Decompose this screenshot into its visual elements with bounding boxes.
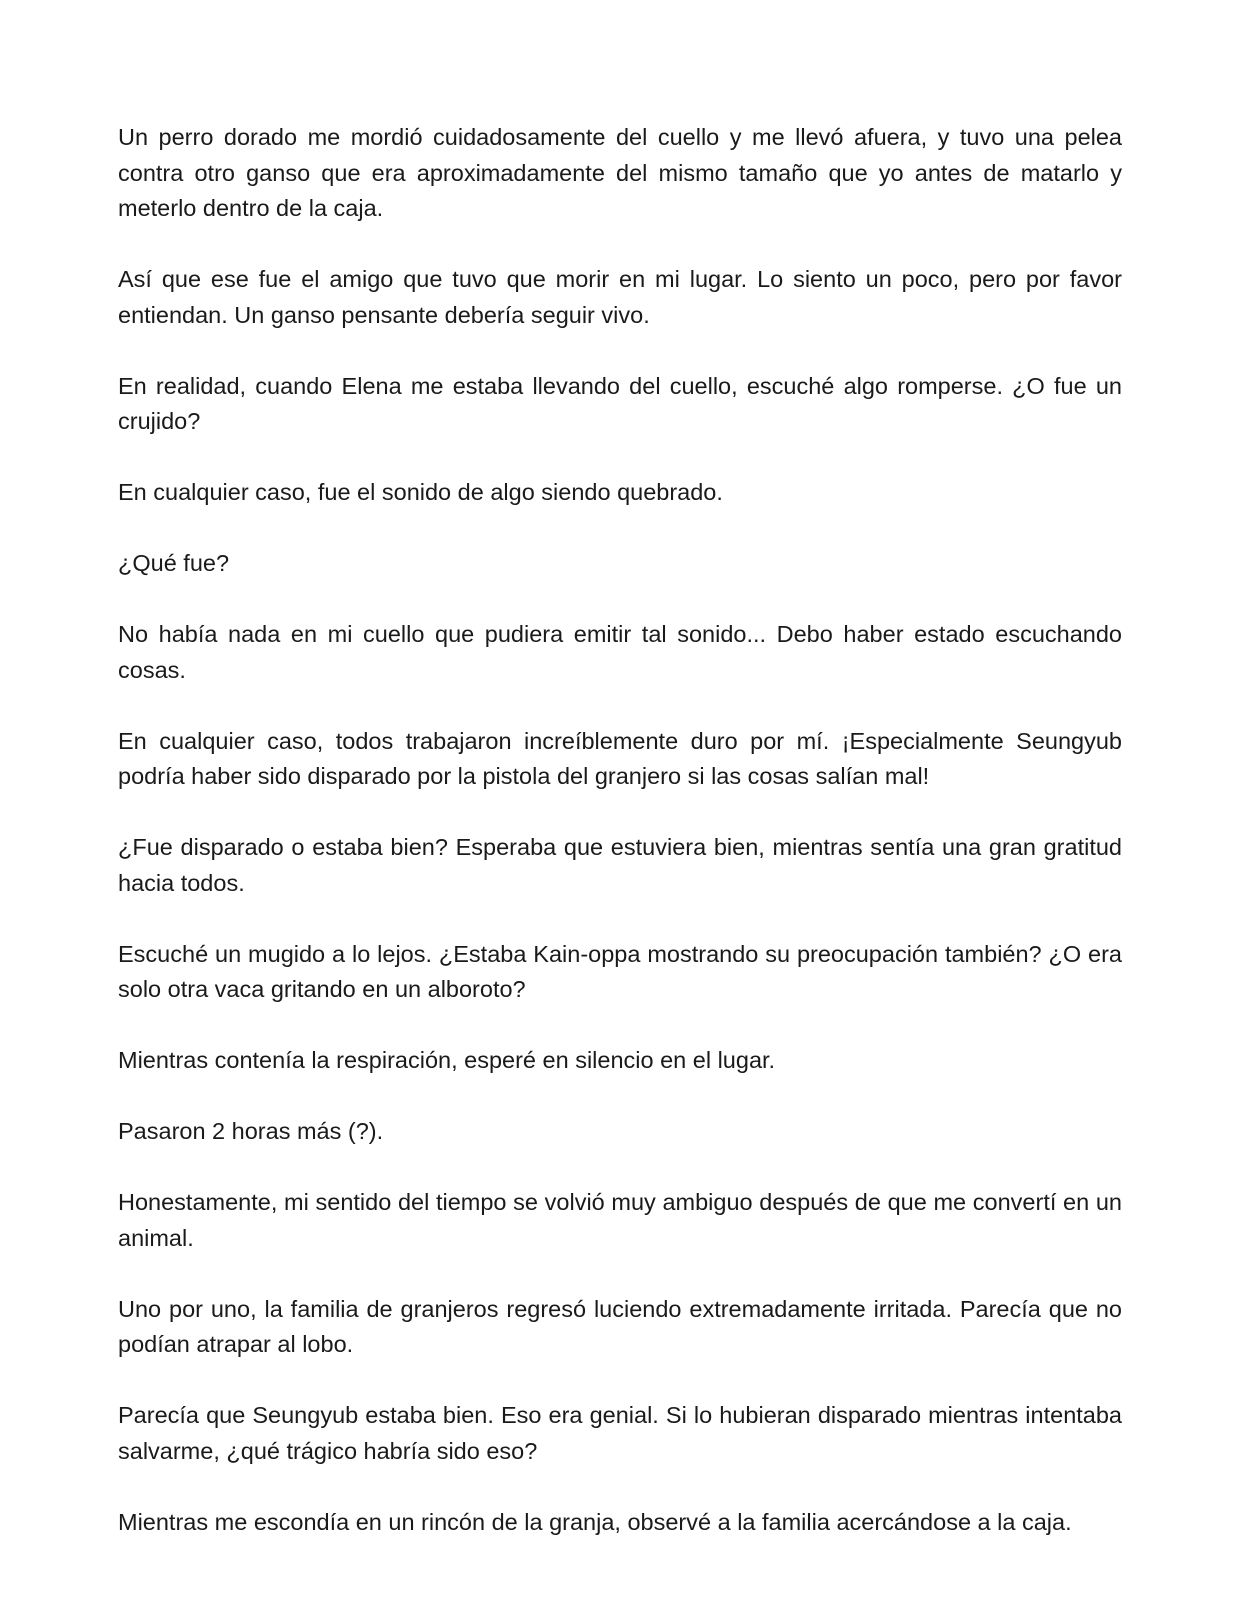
paragraph: Parecía que Seungyub estaba bien. Eso era genial. Si lo hubieran disparado mientras intentaba salvarme, ¿qué trágico habría sido eso?: [118, 1402, 1122, 1464]
paragraph: ¿Qué fue?: [118, 550, 230, 576]
paragraph: Pasaron 2 horas más (?).: [118, 1118, 384, 1144]
paragraph: No había nada en mi cuello que pudiera emitir tal sonido... Debo haber estado escuchando cosas.: [118, 621, 1122, 683]
paragraph: ¿Fue disparado o estaba bien? Esperaba que estuviera bien, mientras sentía una gran gratitud hacia todos.: [118, 834, 1122, 896]
paragraph: En cualquier caso, fue el sonido de algo siendo quebrado.: [118, 479, 723, 505]
paragraph: Escuché un mugido a lo lejos. ¿Estaba Kain-oppa mostrando su preocupación también? ¿O era solo otra vaca gritando en un alboroto?: [118, 940, 1122, 1002]
paragraph: Mientras me escondía en un rincón de la granja, observé a la familia acercándose a la caja.: [118, 1508, 1072, 1535]
paragraph: Un perro dorado me mordió cuidadosamente del cuello y me llevó afuera, y tuvo una pelea contra otro ganso que era aproximadamente del mismo tamaño que yo antes de matarlo y meterlo dentro de la caja.: [118, 124, 1122, 221]
paragraph: En realidad, cuando Elena me estaba llevando del cuello, escuché algo romperse. ¿O fue un crujido?: [118, 372, 1122, 434]
paragraph: Así que ese fue el amigo que tuvo que morir en mi lugar. Lo siento un poco, pero por favor entiendan. Un ganso pensante debería seguir vivo.: [118, 266, 1122, 328]
document-page: [118, 120, 1122, 1540]
paragraph: Uno por uno, la familia de granjeros regresó luciendo extremadamente irritada. Parecía que no podían atrapar al lobo.: [118, 1295, 1122, 1357]
paragraph: En cualquier caso, todos trabajaron increíblemente duro por mí. ¡Especialmente Seungyub podría haber sido disparado por la pistola del granjero si las cosas salían mal!: [118, 727, 1122, 789]
paragraph: Mientras contenía la respiración, esperé en silencio en el lugar.: [118, 1047, 776, 1073]
paragraph: Honestamente, mi sentido del tiempo se volvió muy ambiguo después de que me convertí en un animal.: [118, 1189, 1122, 1251]
